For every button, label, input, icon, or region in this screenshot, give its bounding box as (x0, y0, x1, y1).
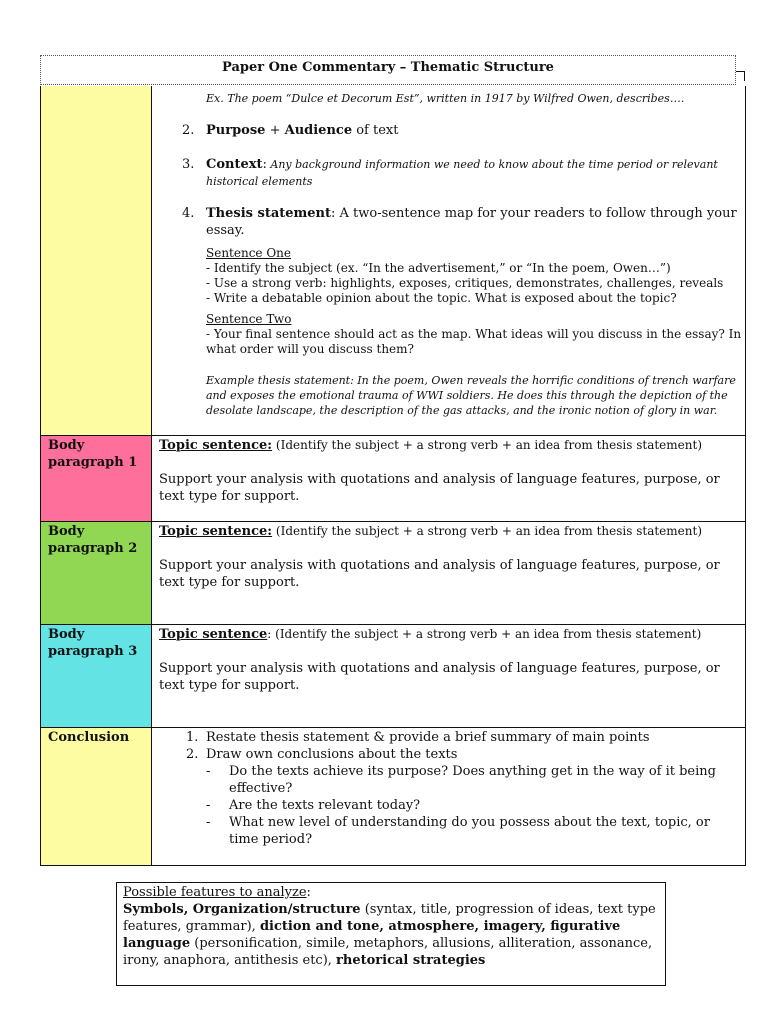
bullet-dash: - (206, 798, 211, 813)
bullet-dash: - (206, 764, 211, 779)
features-plain: (personification, simile, metaphors, allusions, alliteration, assonance, (190, 936, 653, 951)
thesis-desc-2: essay. (206, 223, 245, 238)
conclusion-item-1-number: 1. (186, 730, 199, 745)
features-line-3 (123, 935, 652, 952)
body-2-label-line-2: paragraph 2 (48, 541, 138, 556)
conclusion-item-1: Restate thesis statement & provide a brief summary of main points (206, 730, 650, 745)
body-1-label-line-2: paragraph 1 (48, 455, 138, 470)
conclusion-sub-item-cont: time period? (229, 832, 313, 847)
features-line-1 (123, 901, 656, 918)
context-colon: : (262, 157, 267, 172)
body-1-support-2: text type for support. (159, 489, 300, 504)
features-bold: diction and tone, atmosphere, imagery, figurative (259, 919, 621, 934)
sentence-two-heading: Sentence Two (206, 312, 292, 326)
purpose-label: Purpose (206, 123, 266, 138)
intro-content-cell (152, 86, 746, 436)
body-3-support-1: Support your analysis with quotations and analysis of language features, purpose, or (159, 661, 720, 676)
body-3-label-cell (40, 625, 152, 728)
features-bold: Symbols, Organization/structure (123, 902, 361, 917)
features-bold: language (123, 936, 191, 951)
body-2-support-1: Support your analysis with quotations and analysis of language features, purpose, or (159, 558, 720, 573)
topic-sentence-desc: (Identify the subject + a strong verb + an idea from thesis statement) (272, 438, 702, 452)
body-3-label-line-2: paragraph 3 (48, 644, 138, 659)
intro-item-3-number: 3. (182, 157, 195, 172)
sentence-two-line: - Your final sentence should act as the map. What ideas will you discuss in the essay? In (206, 327, 742, 341)
thesis-label: Thesis statement (206, 206, 332, 221)
intro-item-2-number: 2. (182, 123, 195, 138)
sentence-one-line: - Use a strong verb: highlights, exposes, critiques, demonstrates, challenges, reveals (206, 276, 724, 290)
body-2-support-2: text type for support. (159, 575, 300, 590)
features-line-4 (123, 952, 485, 969)
bullet-dash: - (206, 815, 211, 830)
context-label: Context (206, 157, 263, 172)
thesis-desc-1: : A two-sentence map for your readers to follow through your (331, 206, 737, 221)
example-thesis-line: Example thesis statement: In the poem, Owen reveals the horrific conditions of trench warfare (206, 374, 736, 387)
features-heading-colon: : (306, 885, 311, 900)
conclusion-content-cell (152, 728, 746, 866)
of-text: of text (352, 123, 399, 138)
conclusion-sub-item: What new level of understanding do you possess about the text, topic, or (229, 815, 710, 830)
body-2-label-line-1: Body (48, 524, 85, 539)
intro-item-4-number: 4. (182, 206, 195, 221)
intro-item-3 (206, 156, 718, 173)
conclusion-label-cell (40, 728, 152, 866)
conclusion-sub-item: Do the texts achieve its purpose? Does anything get in the way of it being (229, 764, 716, 779)
page-title: Paper One Commentary – Thematic Structure (222, 60, 554, 75)
body-3-support-2: text type for support. (159, 678, 300, 693)
body-2-content-cell (152, 522, 746, 625)
conclusion-item-2: Draw own conclusions about the texts (206, 747, 458, 762)
corner-mark-vertical (744, 71, 745, 81)
intro-example: Ex. The poem “Dulce et Decorum Est”, written in 1917 by Wilfred Owen, describes…. (206, 92, 685, 105)
topic-sentence-desc: : (Identify the subject + a strong verb + an idea from thesis statement) (267, 627, 702, 641)
structure-table (40, 86, 746, 866)
body-3-topic (159, 626, 701, 643)
conclusion-item-2-number: 2. (186, 747, 199, 762)
intro-item-4 (206, 205, 737, 222)
body-3-label-line-1: Body (48, 627, 85, 642)
features-heading (123, 884, 311, 901)
conclusion-label: Conclusion (48, 730, 130, 745)
conclusion-sub-item-cont: effective? (229, 781, 293, 796)
features-plain: features, grammar), (123, 919, 260, 934)
topic-sentence-desc: (Identify the subject + a strong verb + an idea from thesis statement) (272, 524, 702, 538)
features-heading-text: Possible features to analyze (123, 885, 307, 900)
body-3-content-cell (152, 625, 746, 728)
body-1-label-line-1: Body (48, 438, 85, 453)
topic-sentence-label: Topic sentence: (159, 524, 273, 539)
topic-sentence-label: Topic sentence (159, 627, 268, 642)
body-1-label-cell (40, 436, 152, 522)
body-2-label-cell (40, 522, 152, 625)
sentence-one-heading: Sentence One (206, 246, 292, 260)
intro-item-2 (206, 122, 398, 139)
sentence-one-line: - Identify the subject (ex. “In the advertisement,” or “In the poem, Owen…”) (206, 261, 671, 275)
body-1-support-1: Support your analysis with quotations and analysis of language features, purpose, or (159, 472, 720, 487)
features-line-2 (123, 918, 620, 935)
context-desc-2: historical elements (206, 175, 313, 188)
body-1-topic (159, 437, 702, 454)
body-2-topic (159, 523, 702, 540)
example-thesis-line: and exposes the emotional trauma of WWI soldiers. He does this through the depiction of the (206, 389, 728, 402)
conclusion-sub-item: Are the texts relevant today? (229, 798, 421, 813)
features-plain: irony, anaphora, antithesis etc), (123, 953, 337, 968)
features-plain: (syntax, title, progression of ideas, text type (360, 902, 656, 917)
features-bold: rhetorical strategies (336, 953, 486, 968)
sentence-one-line: - Write a debatable opinion about the topic. What is exposed about the topic? (206, 291, 677, 305)
audience-label: Audience (284, 123, 353, 138)
body-1-content-cell (152, 436, 746, 522)
intro-label-cell (40, 86, 152, 436)
plus-text: + (265, 123, 285, 138)
context-desc-1: Any background information we need to know about the time period or relevant (266, 158, 718, 171)
topic-sentence-label: Topic sentence: (159, 438, 273, 453)
title-box (40, 55, 736, 85)
example-thesis-line: desolate landscape, the description of the gas attacks, and the ironic notion of glory in war. (206, 404, 718, 417)
features-box (116, 882, 666, 986)
sentence-two-line: what order will you discuss them? (206, 342, 414, 356)
